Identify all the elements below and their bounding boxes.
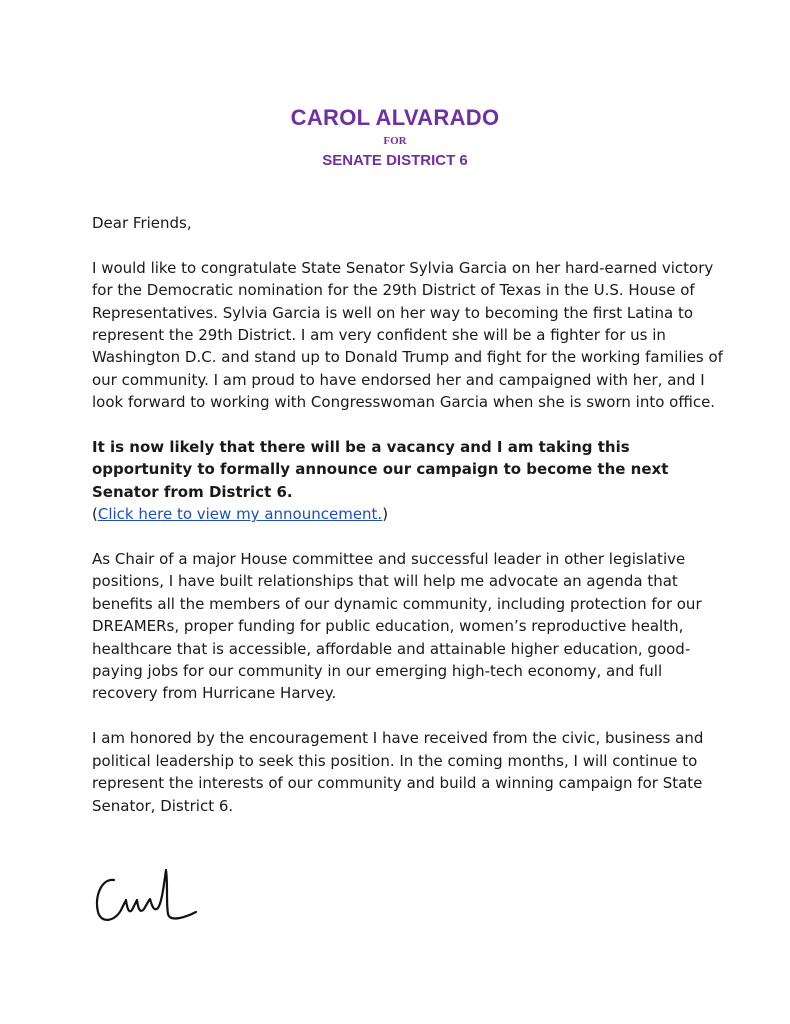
- letterhead-for: FOR: [383, 135, 407, 147]
- paragraph-closing: I am honored by the encouragement I have received from the civic, business and political leadership to seek this position. In the coming months, I will continue to represent the interests of our community and build a winning campaign for State Senator, District 6.: [92, 729, 704, 815]
- announcement-link[interactable]: Click here to view my announcement.: [97, 505, 383, 524]
- letterhead: [0, 104, 790, 171]
- link-open-paren: (: [92, 505, 98, 524]
- paragraph-announcement: [92, 436, 732, 526]
- candidate-name: CAROL ALVARADO: [290, 105, 500, 130]
- salutation: Dear Friends,: [92, 214, 192, 232]
- announcement-text: It is now likely that there will be a vacancy and I am taking this opportunity to formally announce our campaign to become the next Senator from District 6.: [92, 438, 669, 501]
- announcement-link-line: [92, 503, 732, 525]
- paragraph-congratulations: I would like to congratulate State Senator Sylvia Garcia on her hard-earned victory for the Democratic nomination for the 29th District of Texas in the U.S. House of Representatives. Sylvia Garcia is well on her way to becoming the first Latina to represent the 29th District. I am very confident she will be a fighter for us in Washington D.C. and stand up to Donald Trump and fight for the working families of our community. I am proud to have endorsed her and campaigned with her, and I look forward to working with Congresswoman Garcia when she is sworn into office.: [92, 258, 723, 412]
- senate-district: SENATE DISTRICT 6: [322, 152, 468, 169]
- paragraph-agenda: As Chair of a major House committee and successful leader in other legislative positions, I have built relationships that will help me advocate an agenda that benefits all the members of our dynamic community, including protection for our DREAMERs, proper funding for public education, women’s reproductive health, healthcare that is accessible, affordable and attainable higher education, good-paying jobs for our community in our emerging high-tech economy, and full recovery from Hurricane Harvey.: [92, 550, 702, 703]
- signature: [92, 862, 202, 930]
- link-close-paren: ): [382, 505, 389, 524]
- letter-body: [92, 212, 732, 839]
